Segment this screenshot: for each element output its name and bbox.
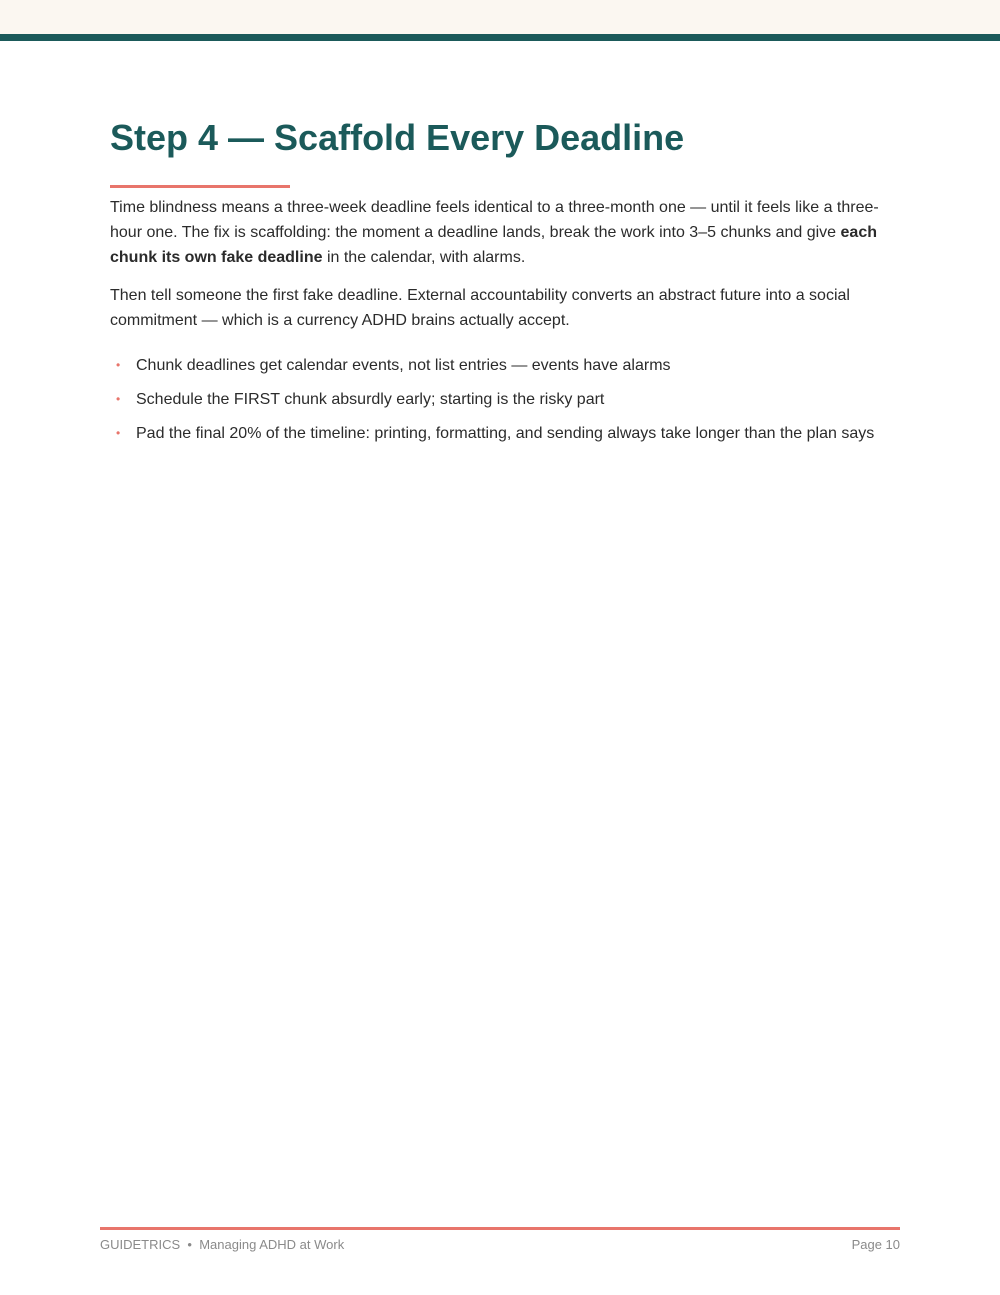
bullet-dot-icon: • [116, 358, 121, 372]
bullet-dot-icon: • [116, 392, 121, 406]
list-item-text: Pad the final 20% of the timeline: printing, formatting, and sending always take longer than the plan says [136, 425, 875, 442]
paragraph-intro-emphasis: each chunk its own fake deadline [110, 224, 877, 266]
footer-brand: GUIDETRICS [100, 1237, 181, 1252]
title-underline [110, 185, 290, 188]
paragraph-intro-text-start: Time blindness means a three-week deadline feels identical to a three-month one — until it feels like a three-hour one. The fix is scaffolding: the moment a deadline lands, break the work into 3–5 chunks and give [110, 199, 879, 241]
header-band [0, 0, 1000, 34]
list-item [110, 353, 900, 378]
header-rule [0, 34, 1000, 41]
footer-rule [100, 1227, 900, 1230]
list-item [110, 421, 900, 446]
footer-doc-title: Managing ADHD at Work [199, 1237, 345, 1252]
footer-separator: • [187, 1237, 192, 1252]
footer-doc-info [100, 1236, 344, 1254]
list-item-text: Schedule the FIRST chunk absurdly early; starting is the risky part [136, 391, 605, 408]
list-item-text: Chunk deadlines get calendar events, not list entries — events have alarms [136, 357, 671, 374]
bullet-dot-icon: • [116, 426, 121, 440]
page-title: Step 4 — Scaffold Every Deadline [110, 117, 685, 158]
paragraph-accountability: Then tell someone the first fake deadline. External accountability converts an abstract future into a social commitment — which is a currency ADHD brains actually accept. [110, 287, 850, 329]
list-item [110, 387, 900, 412]
paragraph-intro-text-end: in the calendar, with alarms. [322, 249, 526, 266]
paragraph-intro [110, 195, 900, 270]
page-footer [100, 1236, 900, 1254]
page-content [110, 114, 900, 455]
tips-list [110, 353, 900, 446]
footer-page-number: Page 10 [851, 1237, 900, 1252]
